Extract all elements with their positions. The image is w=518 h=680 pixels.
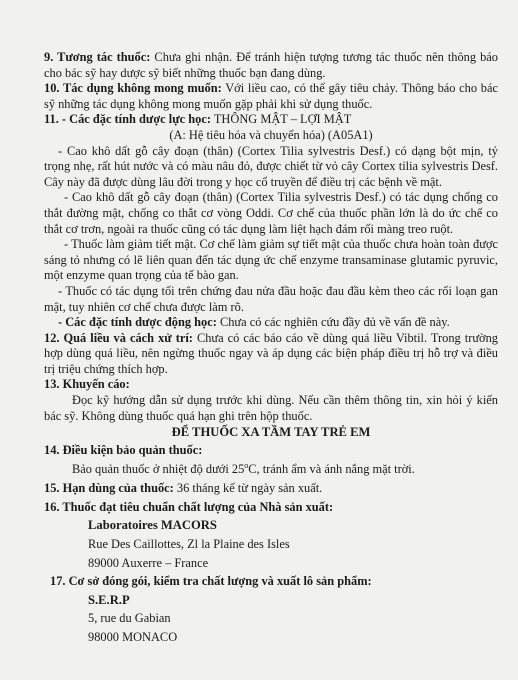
section-13-heading xyxy=(44,377,498,393)
section-10-text: Với liều cao, có thể gây tiêu chảy. Thông báo cho bác sỹ những tác dụng không mong muốn gặp phải khi sử dụng thuốc. xyxy=(44,81,498,111)
section-15-text: 36 tháng kể từ ngày sản xuất. xyxy=(173,481,323,496)
section-11-title xyxy=(44,112,498,128)
degree-mark: o xyxy=(244,461,249,471)
section-14-text xyxy=(44,458,498,478)
manufacturer-address-line-1: Rue Des Caillottes, Zl la Plaine des Isles xyxy=(88,536,290,551)
section-17-heading xyxy=(44,574,498,590)
pharmacokinetics-heading: - Các đặc tính dược động học: xyxy=(58,315,217,330)
storage-text-pre: Bảo quản thuốc ở nhiệt độ dưới 25 xyxy=(72,462,245,477)
section-9 xyxy=(44,50,498,81)
section-12-heading: 12. Quá liều và cách xử trí: xyxy=(44,330,193,345)
pharmacodynamics-paragraph-4: - Thuốc có tác dụng tối trên chứng đau nửa đầu hoặc đau đầu kèm theo các rối loạn gan mật, tuy nhiên cơ chế chưa được làm rõ. xyxy=(44,283,498,314)
section-17-heading-text: 17. Cơ sở đóng gói, kiểm tra chất lượng và xuất lô sản phẩm: xyxy=(50,574,372,589)
pharmacokinetics-text: Chưa có các nghiên cứu đầy đủ về vấn đề này. xyxy=(216,315,450,330)
section-15-heading: 15. Hạn dùng của thuốc: xyxy=(44,481,174,496)
section-13-heading-text: 13. Khuyến cáo: xyxy=(44,377,130,392)
pharmacodynamics-paragraph-1: - Cao khô dất gỗ cây đoạn (thân) (Cortex Tilia sylvestris Desf.) có dạng bột mịn, tỷ trọng nhẹ, rất hút nước và có màu nâu đỏ, được chiết từ vỏ cây Cortex tilia sylvestris Desf. Cây này đã được dùng lâu đời trong y học cổ truyền để điều trị các bệnh về mật. xyxy=(44,143,498,189)
section-14-heading-text: 14. Điều kiện bảo quản thuốc: xyxy=(44,442,203,457)
storage-text-post: C, tránh ẩm và ánh nắng mặt trời. xyxy=(248,462,415,477)
section-12 xyxy=(44,331,498,378)
section-9-heading: 9. Tương tác thuốc: xyxy=(44,50,151,64)
packager-address-line-2: 98000 MONACO xyxy=(88,629,178,644)
section-11-heading: 11. - Các đặc tính dược lực học: xyxy=(44,112,211,127)
section-16-heading-text: 16. Thuốc đạt tiêu chuẩn chất lượng của Nhà sản xuất: xyxy=(44,499,334,514)
manufacturer-name-text: Laboratoires MACORS xyxy=(88,518,217,533)
bleed-through-text xyxy=(200,18,360,38)
section-16-heading xyxy=(44,500,498,516)
atc-code: (A: Hệ tiêu hóa và chuyển hóa) (A05A1) xyxy=(169,127,373,142)
packager-name-text: S.E.R.P xyxy=(88,592,130,607)
pharmacodynamics-paragraph-2: - Cao khô dất gỗ cây đoạn (thân) (Cortex Tilia sylvestris Desf.) có tác dụng chống co thắt đường mật, chống co thắt cơ vòng Oddi. Cơ chế của thuốc phần lớn là do ức chế co thắt cơ trơn, ngoài ra thuốc cũng có tác dụng làm liệt hạch đám rối màng treo ruột. xyxy=(44,190,498,236)
manufacturer-name xyxy=(44,518,498,534)
section-9-text: Chưa ghi nhận. Để tránh hiện tượng tương tác thuốc nên thông báo cho bác sỹ hay dược sỹ biết những thuốc bạn đang dùng. xyxy=(44,50,498,80)
packager-name xyxy=(44,593,498,609)
section-10-heading: 10. Tác dụng không mong muốn: xyxy=(44,81,222,96)
pharmacokinetics xyxy=(44,315,498,331)
section-11-group: THÔNG MẬT – LỢI MẬT xyxy=(210,112,352,127)
section-12-text: Chưa có các báo cáo về dùng quá liều Vibtil. Trong trường hợp dùng quá liều, nên ngừng thuốc ngay và áp dụng các biện pháp điều trị hỗ trợ và điều trị triệu chứng thích hợp. xyxy=(44,330,498,376)
pharmacodynamics-paragraph-3: - Thuốc làm giảm tiết mật. Cơ chế làm giảm sự tiết mật của thuốc chưa hoàn toàn được sáng tỏ nhưng có lẽ liên quan đến tác dụng ức chế enzyme transaminase glutamic pyruvic, một enzyme quan trọng của tế bào gan. xyxy=(44,237,498,283)
section-13-text: Đọc kỹ hướng dẫn sử dụng trước khi dùng. Nếu cần thêm thông tin, xin hỏi ý kiến bác sỹ. Không dùng thuốc quá hạn ghi trên hộp thuốc. xyxy=(44,393,498,423)
section-14-heading xyxy=(44,443,498,459)
packager-address-line-1: 5, rue du Gabian xyxy=(88,611,171,626)
child-warning: ĐỂ THUỐC XA TẦM TAY TRẺ EM xyxy=(171,425,371,440)
manufacturer-address-line-2: 89000 Auxerre – France xyxy=(88,555,209,570)
section-15 xyxy=(44,481,498,497)
section-10 xyxy=(44,81,498,112)
